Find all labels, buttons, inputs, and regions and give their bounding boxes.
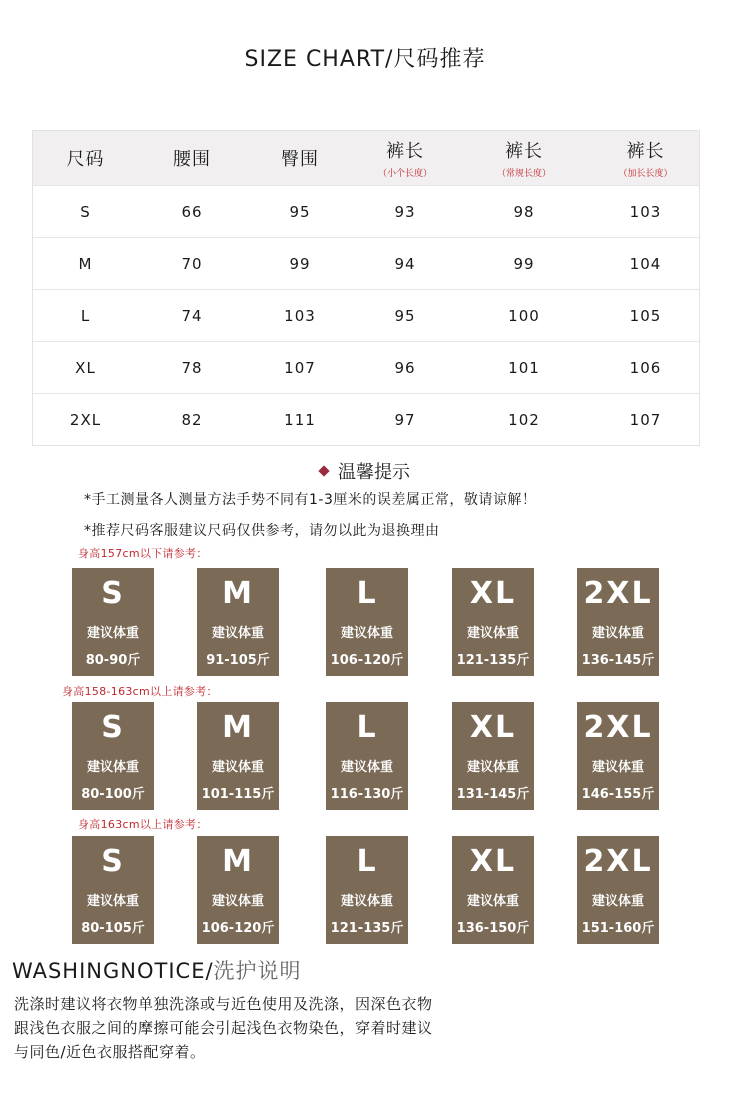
measure-cell: 96 xyxy=(394,358,416,377)
card-size: XL xyxy=(469,844,517,879)
header-cell xyxy=(592,131,699,185)
header-label: 裤长 xyxy=(626,141,665,162)
measure-cell: 100 xyxy=(508,306,540,325)
card-weight-range: 136-150斤 xyxy=(456,921,530,936)
table-header-row xyxy=(33,131,699,185)
card-weight-range: 106-120斤 xyxy=(330,653,404,668)
size-recommendation-card xyxy=(326,702,408,810)
card-weight-label: 建议体重 xyxy=(466,760,519,775)
table-row xyxy=(33,341,699,393)
measure-cell: 95 xyxy=(394,306,416,325)
card-weight-range: 146-155斤 xyxy=(581,787,655,802)
size-recommendation-card xyxy=(326,568,408,676)
card-size: XL xyxy=(469,710,517,745)
washing-title-cn: 洗护说明 xyxy=(213,959,302,983)
card-size: XL xyxy=(469,576,517,611)
measure-cell: 82 xyxy=(181,410,203,429)
card-weight-label: 建议体重 xyxy=(86,760,139,775)
card-weight-range: 116-130斤 xyxy=(330,787,404,802)
washing-line: 跟浅色衣服之间的摩擦可能会引起浅色衣物染色，穿着时建议 xyxy=(14,1019,433,1037)
card-size: 2XL xyxy=(583,844,653,879)
table-row xyxy=(33,185,699,237)
header-label: 裤长 xyxy=(505,141,543,162)
washing-title-en: WASHINGNOTICE/ xyxy=(12,959,214,983)
card-weight-range: 151-160斤 xyxy=(581,921,655,936)
washing-line: 与同色/近色衣服搭配穿着。 xyxy=(14,1043,206,1061)
size-cell: XL xyxy=(75,358,96,377)
measure-cell: 111 xyxy=(284,410,316,429)
measure-cell: 78 xyxy=(181,358,203,377)
measure-cell: 74 xyxy=(181,306,203,325)
size-recommendation-card xyxy=(72,568,154,676)
table-row xyxy=(33,237,699,289)
header-cell xyxy=(246,131,354,185)
card-weight-range: 80-90斤 xyxy=(85,653,141,668)
card-weight-range: 101-115斤 xyxy=(201,787,275,802)
tips-heading xyxy=(0,458,730,484)
card-weight-range: 91-105斤 xyxy=(206,653,270,668)
card-weight-label: 建议体重 xyxy=(211,760,264,775)
card-size: M xyxy=(222,576,254,611)
table-row xyxy=(33,289,699,341)
card-weight-range: 80-100斤 xyxy=(81,787,145,802)
size-recommendation-card xyxy=(72,702,154,810)
measure-cell: 99 xyxy=(289,254,311,273)
page-title: SIZE CHART/尺码推荐 xyxy=(244,47,486,72)
measure-cell: 105 xyxy=(629,306,662,325)
header-cell xyxy=(33,131,138,185)
size-recommendation-card xyxy=(452,568,534,676)
card-weight-range: 131-145斤 xyxy=(456,787,530,802)
header-cell xyxy=(354,131,456,185)
measure-cell: 95 xyxy=(289,202,311,221)
height-group-label: 身高157cm以下请参考： xyxy=(78,547,208,560)
card-weight-label: 建议体重 xyxy=(591,760,644,775)
washing-text xyxy=(14,992,534,1064)
card-weight-label: 建议体重 xyxy=(340,894,393,909)
card-size: M xyxy=(222,710,254,745)
card-weight-label: 建议体重 xyxy=(211,894,264,909)
header-label: 腰围 xyxy=(173,149,211,170)
header-label: 尺码 xyxy=(66,149,105,170)
header-sublabel: （加长长度） xyxy=(618,169,673,179)
header-cell xyxy=(138,131,246,185)
measure-cell: 106 xyxy=(629,358,662,377)
card-weight-label: 建议体重 xyxy=(466,894,519,909)
card-weight-label: 建议体重 xyxy=(466,626,519,641)
card-size: L xyxy=(356,710,378,745)
measure-cell: 94 xyxy=(394,254,416,273)
card-size: S xyxy=(101,710,125,745)
measure-cell: 70 xyxy=(181,254,203,273)
size-recommendation-card xyxy=(577,568,659,676)
card-weight-range: 136-145斤 xyxy=(581,653,655,668)
header-sublabel: （小个长度） xyxy=(377,169,432,179)
card-weight-label: 建议体重 xyxy=(340,626,393,641)
size-cell: M xyxy=(78,254,93,273)
size-cell: 2XL xyxy=(69,410,102,429)
measure-cell: 103 xyxy=(284,306,316,325)
size-recommendation-card xyxy=(197,702,279,810)
header-sublabel: （常规长度） xyxy=(496,169,551,179)
tip-line: *手工测量各人测量方法手势不同有1-3厘米的误差属正常，敬请谅解！ xyxy=(84,492,537,508)
height-group-label: 身高163cm以上请参考： xyxy=(78,818,208,831)
size-recommendation-card xyxy=(72,836,154,944)
card-size: M xyxy=(222,844,254,879)
header-cell xyxy=(456,131,592,185)
size-recommendation-card xyxy=(577,836,659,944)
card-size: 2XL xyxy=(583,710,653,745)
size-recommendation-card xyxy=(577,702,659,810)
size-cell: L xyxy=(80,306,91,325)
card-weight-range: 106-120斤 xyxy=(201,921,275,936)
measure-cell: 103 xyxy=(629,202,662,221)
card-weight-label: 建议体重 xyxy=(591,894,644,909)
measure-cell: 102 xyxy=(508,410,540,429)
measure-cell: 107 xyxy=(629,410,662,429)
measure-cell: 99 xyxy=(513,254,535,273)
card-weight-label: 建议体重 xyxy=(211,626,264,641)
size-recommendation-card xyxy=(197,568,279,676)
tip-line: *推荐尺码客服建议尺码仅供参考，请勿以此为退换理由 xyxy=(84,523,440,539)
header-label: 裤长 xyxy=(386,141,424,162)
washing-title xyxy=(12,955,302,985)
card-size: 2XL xyxy=(583,576,653,611)
card-weight-range: 121-135斤 xyxy=(456,653,530,668)
header-label: 臀围 xyxy=(281,149,319,170)
card-size: L xyxy=(356,576,378,611)
card-size: S xyxy=(101,576,125,611)
tips-heading-text: 温馨提示 xyxy=(338,462,410,483)
size-chart-table xyxy=(32,130,700,446)
diamond-icon xyxy=(318,465,329,476)
table-row xyxy=(33,393,699,445)
table-body xyxy=(33,185,699,445)
card-size: L xyxy=(356,844,378,879)
measure-cell: 93 xyxy=(394,202,416,221)
measure-cell: 107 xyxy=(284,358,316,377)
size-recommendation-card xyxy=(452,836,534,944)
card-size: S xyxy=(101,844,125,879)
card-weight-label: 建议体重 xyxy=(86,626,139,641)
measure-cell: 98 xyxy=(513,202,535,221)
size-cell: S xyxy=(80,202,91,221)
card-weight-label: 建议体重 xyxy=(340,760,393,775)
size-recommendation-card xyxy=(326,836,408,944)
card-weight-label: 建议体重 xyxy=(86,894,139,909)
washing-line: 洗涤时建议将衣物单独洗涤或与近色使用及洗涤，因深色衣物 xyxy=(14,995,433,1013)
card-weight-range: 121-135斤 xyxy=(330,921,404,936)
measure-cell: 104 xyxy=(629,254,662,273)
measure-cell: 66 xyxy=(181,202,203,221)
card-weight-label: 建议体重 xyxy=(591,626,644,641)
card-weight-range: 80-105斤 xyxy=(81,921,145,936)
measure-cell: 101 xyxy=(508,358,540,377)
height-group-label: 身高158-163cm以上请参考： xyxy=(62,685,218,698)
size-recommendation-card xyxy=(452,702,534,810)
measure-cell: 97 xyxy=(394,410,416,429)
size-recommendation-card xyxy=(197,836,279,944)
